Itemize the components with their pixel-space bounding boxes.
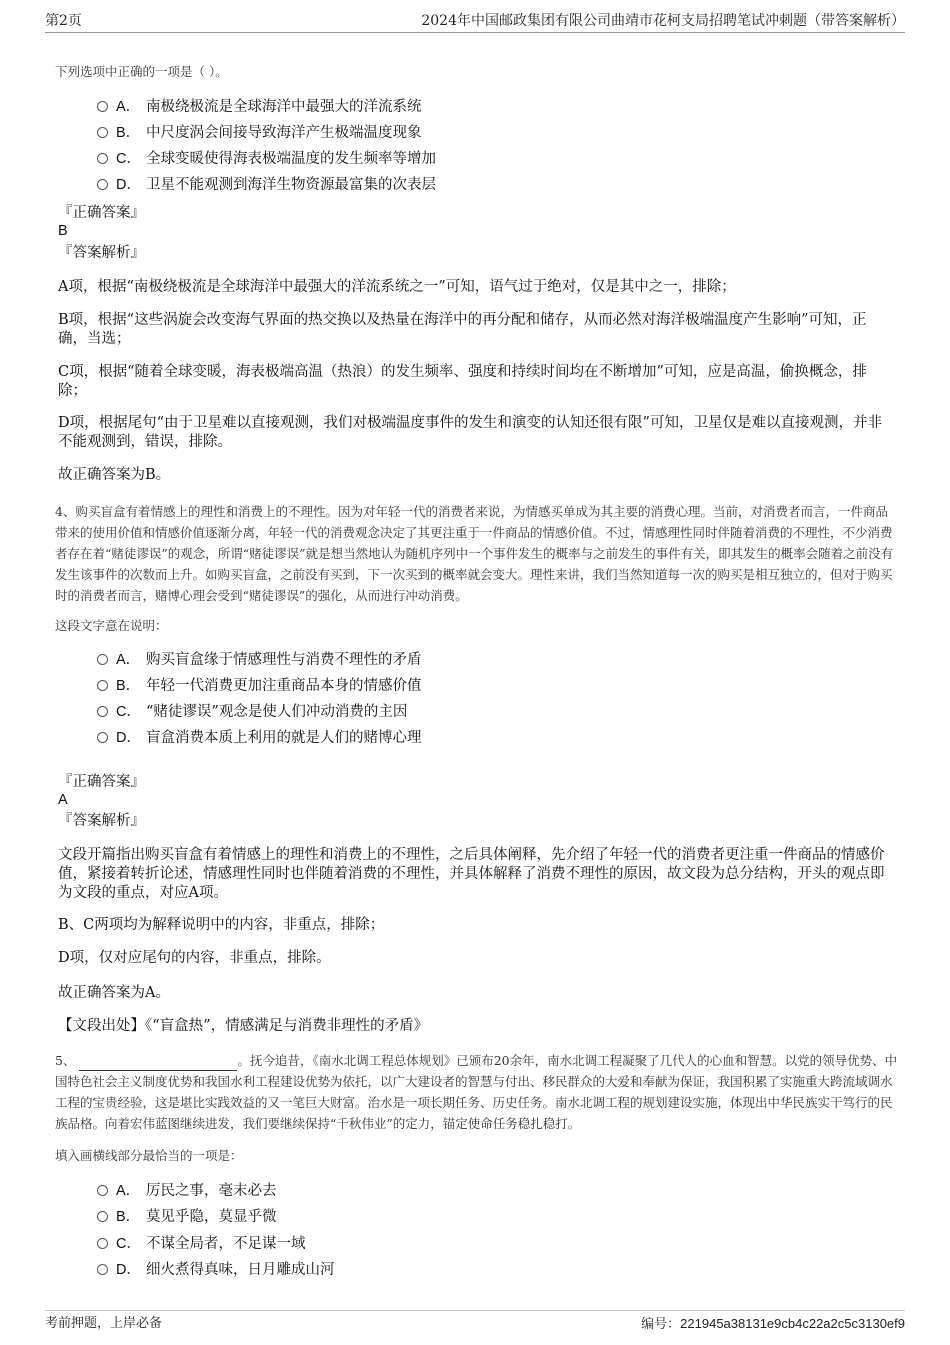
option-d[interactable]: D． 卫星不能观测到海洋生物资源最富集的次表层 [97,175,436,195]
radio-button[interactable] [97,179,108,190]
analysis-paragraph: C项，根据“随着全球变暖，海表极端高温（热浪）的发生频率、强度和持续时间均在不断增加”可知，应是高温，偷换概念，排除； [58,364,867,399]
question-passage: 5、 。抚今追昔，《南水北调工程总体规划》已颁布20余年，南水北调工程凝聚了几代人的心血和智慧。以党的领导优势、中国特色社会主义制度优势和我国水利工程建设优势为依托，以广大建设者的智慧与付出、移民群众的大爱和奉献为保证，我国积累了实施重大跨流域调水工程的宝贵经验，这是堪比实践效益的又一笔巨大财富。治水是一项长期任务、历史任务。南水北调工程的规划建设实施，体现出中华民族实干笃行的民族品格。向着宏伟蓝图继续进发，我们要继续保持“千秋伟业”的定力，锚定使命任务稳扎稳打。 [55,1053,898,1131]
option-b[interactable]: B． 年轻一代消费更加注重商品本身的情感价值 [97,676,422,696]
radio-button[interactable] [97,1185,108,1196]
option-a[interactable]: A． 南极绕极流是全球海洋中最强大的洋流系统 [97,97,422,117]
radio-button[interactable] [97,153,108,164]
option-c[interactable]: C． 不谋全局者，不足谋一域 [97,1234,306,1254]
option-c[interactable]: C． 全球变暖使得海表极端温度的发生频率等增加 [97,149,436,169]
radio-button[interactable] [97,127,108,138]
document-code: 编号：221945a38131e9cb4c22a2c5c3130ef9 [641,1316,905,1332]
fill-blank [79,1056,237,1071]
analysis-paragraph: B、C两项均为解释说明中的内容，非重点，排除； [58,917,385,933]
answer-label: 『正确答案』 [58,774,145,790]
answer-value: B [58,223,68,239]
answer-label: 『正确答案』 [58,205,145,221]
radio-button[interactable] [97,1211,108,1222]
question-stem: 这段文字意在说明： [55,618,168,633]
analysis-paragraph: 文段开篇指出购买盲盒有着情感上的理性和消费上的不理性，之后具体阐释，先介绍了年轻一代的消费者更注重一件商品的情感价值，紧接着转折论述，情感理性同时也伴随着消费的不理性，并具体解释了消费不理性的原因，故文段为总分结构，开头的观点即为文段的重点，对应A项。 [58,847,885,901]
radio-button[interactable] [97,654,108,665]
option-b[interactable]: B． 中尺度涡会间接导致海洋产生极端温度现象 [97,123,422,143]
page-number: 第2页 [45,13,82,29]
analysis-paragraph: B项，根据“这些涡旋会改变海气界面的热交换以及热量在海洋中的再分配和储存，从而必然对海洋极端温度产生影响”可知，正确，当选； [58,312,867,347]
radio-button[interactable] [97,706,108,717]
question-stem: 下列选项中正确的一项是（ ）。 [55,64,228,79]
analysis-label: 『答案解析』 [58,813,145,829]
option-c[interactable]: C． “赌徒谬误”观念是使人们冲动消费的主因 [97,702,407,722]
option-a[interactable]: A． 厉民之事，毫末必去 [97,1181,277,1201]
passage-source: 【文段出处】《“盲盒热”，情感满足与消费非理性的矛盾》 [58,1018,429,1034]
option-a[interactable]: A． 购买盲盒缘于情感理性与消费不理性的矛盾 [97,650,422,670]
answer-value: A [58,792,68,808]
radio-button[interactable] [97,1264,108,1275]
analysis-paragraph: D项，根据尾句“由于卫星难以直接观测，我们对极端温度事件的发生和演变的认知还很有限”可知，卫星仅是难以直接观测，并非不能观测到，错误，排除。 [58,415,882,450]
option-d[interactable]: D． 盲盒消费本质上利用的就是人们的赌博心理 [97,728,422,748]
radio-button[interactable] [97,680,108,691]
analysis-conclusion: 故正确答案为A。 [58,985,170,1001]
analysis-conclusion: 故正确答案为B。 [58,467,171,483]
footer-slogan: 考前押题，上岸必备 [45,1316,163,1331]
radio-button[interactable] [97,732,108,743]
analysis-paragraph: D项，仅对应尾句的内容，非重点，排除。 [58,950,331,966]
analysis-paragraph: A项，根据“南极绕极流是全球海洋中最强大的洋流系统之一”可知，语气过于绝对，仅是其中之一，排除； [58,279,736,295]
document-title: 2024年中国邮政集团有限公司曲靖市花柯支局招聘笔试冲刺题（带答案解析） [421,13,905,29]
page-header [45,8,905,33]
option-b[interactable]: B． 莫见乎隐，莫显乎微 [97,1207,277,1227]
page-footer [45,1310,905,1337]
radio-button[interactable] [97,101,108,112]
radio-button[interactable] [97,1238,108,1249]
question-stem: 填入画横线部分最恰当的一项是： [55,1148,243,1163]
option-d[interactable]: D． 细火煮得真味，日月雕成山河 [97,1260,335,1280]
analysis-label: 『答案解析』 [58,245,145,261]
question-passage: 4、购买盲盒有着情感上的理性和消费上的不理性。因为对年轻一代的消费者来说，为情感买单成为其主要的消费心理。当前，对消费者而言，一件商品带来的使用价值和情感价值逐渐分离，年轻一代的消费观念决定了其更注重于一件商品的情感价值。不过，情感理性同时伴随着消费的不理性，不少消费者存在着“赌徒谬误”的观念，所谓“赌徒谬误”就是想当然地认为随机序列中一个事件发生的概率与之前发生的事件有关，即其发生的概率会随着之前没有发生该事件的次数而上升。如购买盲盒，之前没有买到，下一次买到的概率就会变大。理性来讲，我们当然知道每一次的购买是相互独立的，但对于购买时的消费者而言，赌博心理会受到“赌徒谬误”的强化，从而进行冲动消费。 [55,504,894,603]
